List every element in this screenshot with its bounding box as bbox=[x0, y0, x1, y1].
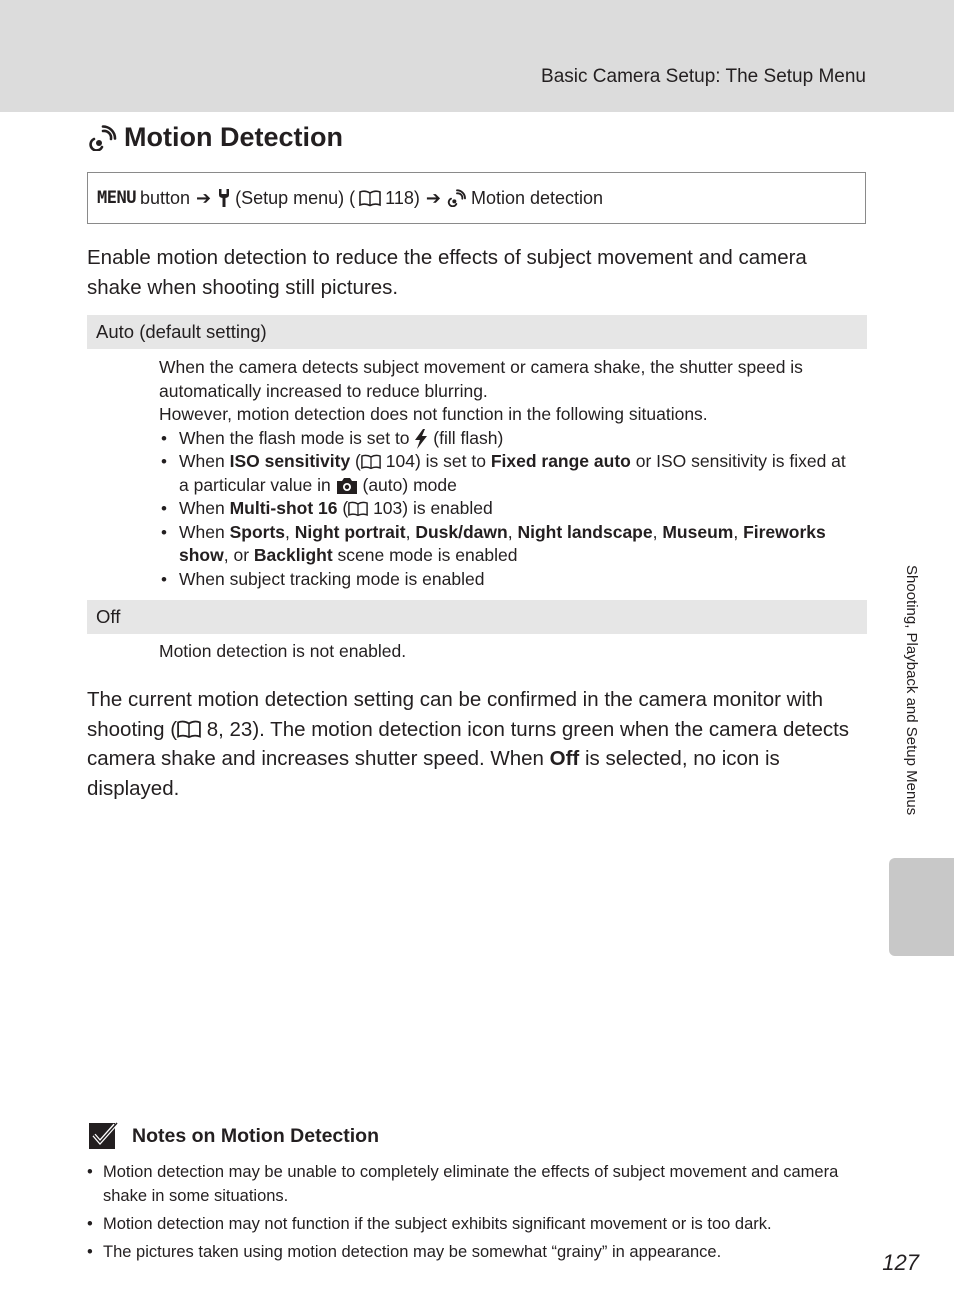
list-item: • Motion detection may be unable to completely eliminate the effects of subject movement and camera shake in some situations. bbox=[87, 1160, 867, 1208]
book-reference-icon bbox=[361, 454, 381, 470]
auto-desc-1: When the camera detects subject movement or camera shake, the shutter speed is automatically increased to reduce blurring. bbox=[159, 357, 803, 401]
motion-detection-icon bbox=[447, 189, 467, 207]
notes-heading bbox=[88, 1122, 379, 1150]
arrow-right-icon: ➔ bbox=[425, 187, 441, 208]
option-off-description: Motion detection is not enabled. bbox=[159, 641, 407, 661]
notes-title-text: Notes on Motion Detection bbox=[132, 1124, 379, 1147]
header-band bbox=[0, 0, 954, 112]
menu-button-text: button bbox=[139, 187, 190, 208]
list-item: • Motion detection may not function if the subject exhibits significant movement or is too dark. bbox=[87, 1212, 867, 1236]
list-item: • When the flash mode is set to (fill flash) bbox=[159, 427, 859, 451]
option-auto-label: Auto (default setting) bbox=[87, 315, 867, 349]
book-reference-icon bbox=[348, 501, 368, 517]
page-title bbox=[88, 122, 343, 153]
chapter-side-label: Shooting, Playback and Setup Menus bbox=[903, 565, 920, 816]
book-reference-icon bbox=[177, 720, 201, 739]
auto-exceptions-list bbox=[159, 427, 859, 592]
running-title: Basic Camera Setup: The Setup Menu bbox=[541, 66, 866, 87]
arrow-right-icon: ➔ bbox=[196, 187, 212, 208]
menu-icon: MENU bbox=[97, 188, 136, 208]
setup-menu-page-ref: 118) bbox=[385, 187, 420, 208]
list-item: • When Multi-shot 16 ( 103) is enabled bbox=[159, 497, 859, 521]
setup-menu-text: (Setup menu) ( bbox=[235, 187, 356, 208]
page-number: 127 bbox=[882, 1250, 919, 1275]
option-off-label: Off bbox=[87, 600, 867, 634]
auto-desc-2: However, motion detection does not function in the following situations. bbox=[159, 404, 708, 424]
menu-path bbox=[87, 172, 866, 224]
page-title-text: Motion Detection bbox=[124, 122, 343, 152]
option-auto-description bbox=[159, 356, 859, 591]
motion-detection-icon bbox=[88, 125, 118, 151]
notes-list bbox=[87, 1160, 867, 1268]
book-reference-icon bbox=[359, 190, 381, 207]
list-item: • When subject tracking mode is enabled bbox=[159, 568, 859, 592]
checkmark-note-icon bbox=[88, 1122, 118, 1150]
list-item: • When ISO sensitivity ( 104) is set to Fixed range auto or ISO sensitivity is fixed at a particular value in (auto) mode bbox=[159, 450, 859, 497]
auto-mode-camera-icon bbox=[336, 476, 358, 495]
motion-detection-destination: Motion detection bbox=[470, 187, 604, 208]
chapter-tab bbox=[889, 858, 954, 956]
list-item: • The pictures taken using motion detection may be somewhat “grainy” in appearance. bbox=[87, 1240, 867, 1264]
setup-wrench-icon bbox=[217, 188, 231, 208]
list-item: • When Sports, Night portrait, Dusk/dawn, Night landscape, Museum, Fireworks show, or Backlight scene mode is enabled bbox=[159, 521, 859, 568]
intro-paragraph: Enable motion detection to reduce the effects of subject movement and camera shake when shooting still pictures. bbox=[87, 246, 807, 299]
flash-icon bbox=[414, 429, 428, 449]
summary-paragraph: The current motion detection setting can be confirmed in the camera monitor with shooting ( 8, 23). The motion detection icon turns green when the camera detects camera shake and increases shutter speed. When Off is selected, no icon is displayed. bbox=[87, 688, 850, 800]
